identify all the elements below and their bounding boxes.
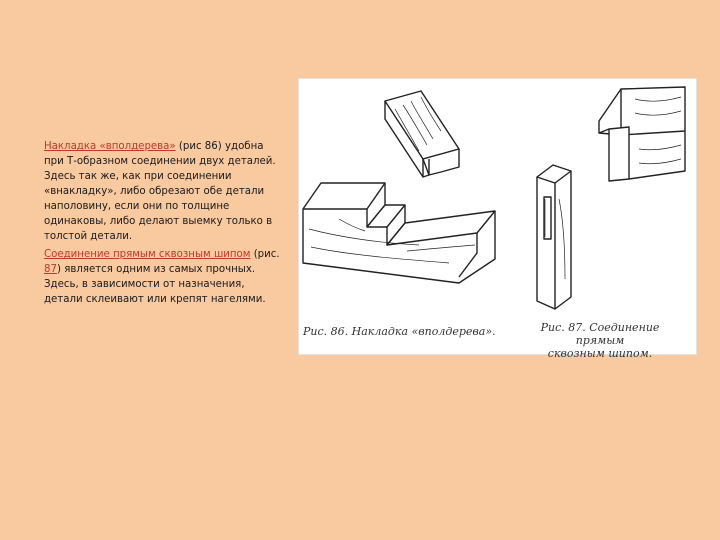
tenon-figure-ref-number[interactable]: 87 bbox=[44, 264, 57, 275]
half-lap-description: удобна при Т-образном соединении двух деталей. Здесь так же, как при соединении «внакладку», либо обрезают обе детали наполовину, если они по толщине одинаковы, либо делают выемку только в толстой детали. bbox=[44, 141, 276, 242]
figure-87-caption bbox=[515, 321, 685, 360]
figure-87-caption-line1: Рис. 87. Соединение прямым bbox=[540, 321, 660, 347]
joinery-figure bbox=[298, 78, 697, 360]
through-tenon-upper-piece bbox=[599, 87, 685, 181]
half-lap-upper-piece bbox=[385, 91, 459, 177]
paragraph-through-tenon bbox=[44, 247, 284, 307]
paragraph-half-lap bbox=[44, 139, 284, 244]
joinery-illustration bbox=[299, 79, 698, 356]
through-tenon-link[interactable]: Соединение прямым сквозным шипом bbox=[44, 249, 251, 260]
figure-87-caption-line2: сквозным шипом. bbox=[547, 347, 653, 360]
figure-86-caption: Рис. 86. Накладка «вполдерева». bbox=[303, 325, 496, 338]
half-lap-figure-ref: (рис 86) bbox=[175, 141, 222, 152]
description-text bbox=[44, 139, 284, 310]
tenon-figure-ref-close: ) bbox=[56, 264, 61, 275]
through-tenon-description: является одним из самых прочных. Здесь, в зависимости от назначения, детали склеивают или крепят нагелями. bbox=[44, 264, 266, 305]
half-lap-link[interactable]: Накладка «вполдерева» bbox=[44, 141, 176, 152]
half-lap-lower-piece bbox=[303, 183, 495, 283]
through-tenon-post bbox=[537, 165, 571, 309]
tenon-figure-ref-open: (рис. bbox=[250, 249, 280, 260]
